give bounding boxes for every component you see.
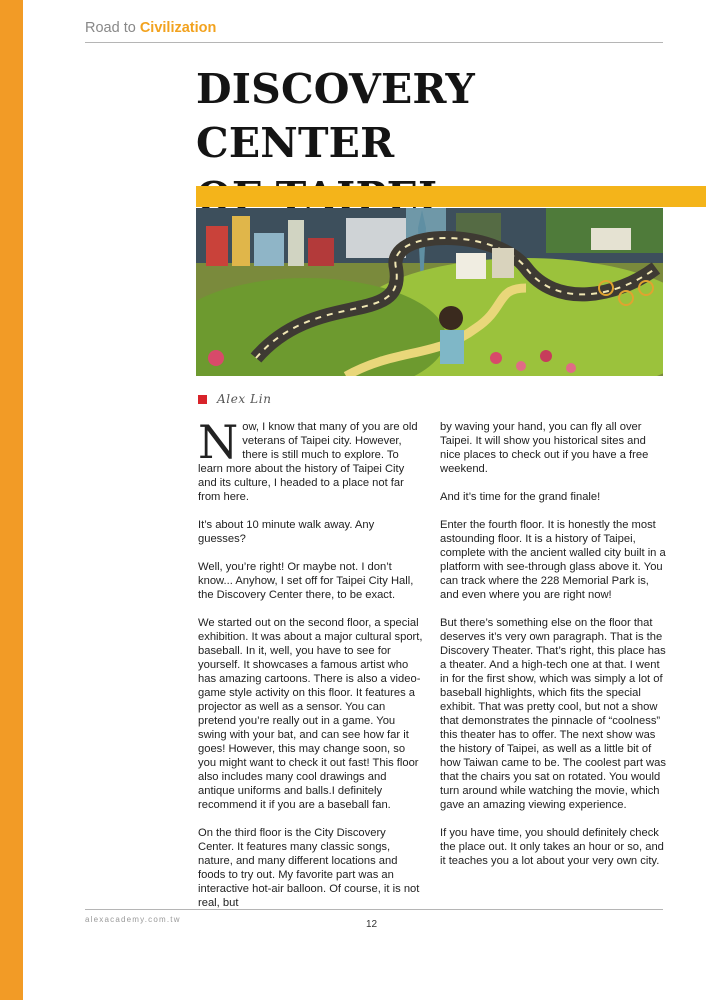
paragraph: Well, you’re right! Or maybe not. I don’t know... Anyhow, I set off for Taipei City Hall, the Discovery Center there, to be exact. <box>198 561 414 601</box>
paragraph: It’s about 10 minute walk away. Any guesses? <box>198 519 375 545</box>
article-column-right <box>440 420 666 882</box>
paragraph-text: ow, I know that many of you are old veterans of Taipei city. However, there is still much to explore. To learn more about the history of Taipei City and its culture, I headed to a place not far from here. <box>198 421 418 503</box>
footer-rule <box>85 909 663 910</box>
byline <box>198 392 272 406</box>
author-name: Alex Lin <box>217 392 272 406</box>
paragraph: But there’s something else on the floor that deserves it’s very own paragraph. That is the Discovery Theater. That’s right, this place has a theater. And a high-tech one at that. I went in for the first show, which was simply a lot of baseball highlights, which fits the special exhibit. That was pretty cool, but not a show that demonstrates the pinnacle of “coolness” this theater has to offer. The next show was the history of Taipei, as well as a little bit of how Taiwan came to be. The coolest part was that the chairs you sat on rotated. You would turn around while watching the movie, which gave an amazing viewing experience. <box>440 617 666 811</box>
paragraph: And it’s time for the grand finale! <box>440 491 601 503</box>
hero-mural-image <box>196 208 663 376</box>
section-accent: Civilization <box>139 20 217 36</box>
byline-marker <box>198 395 207 404</box>
section-header <box>85 20 216 36</box>
article-column-left <box>198 415 424 924</box>
drop-cap: N <box>198 415 239 469</box>
side-stripe <box>0 0 23 1000</box>
footer-website: alexacademy.com.tw <box>85 915 181 924</box>
header-rule <box>85 42 663 43</box>
title-accent-band <box>196 186 706 207</box>
paragraph: Enter the fourth floor. It is honestly the most astounding floor. It is a history of Taipei, complete with the ancient walled city built in a platform with see-through glass above it. You can track where the 228 Memorial Park is, and even where you are right now! <box>440 519 666 601</box>
paragraph: On the third floor is the City Discovery Center. It features many classic songs, nature, and many different locations and foods to try out. My favorite part was an interactive hot-air balloon. Of course, it is not real, but <box>198 827 420 909</box>
section-prefix: Road to <box>85 20 136 36</box>
paragraph: by waving your hand, you can fly all over Taipei. It will show you historical sites and nice places to check out if you have a free weekend. <box>440 421 649 475</box>
paragraph: We started out on the second floor, a special exhibition. It was about a major cultural sport, baseball. In it, well, you have to see for yourself. It showcases a famous artist who has amazing cartoons. There is also a video-game style activity on this floor. It features a projector as well as a sensor. You can pretend you’re really out in a game. You swing with your bat, and can see how far it goes! However, this may change soon, so you might want to check it out fast! This floor also includes many cool drawings and antique uniforms and balls.I definitely recommend it if you are a baseball fan. <box>198 617 423 811</box>
title-line-1: DISCOVERY CENTER <box>196 65 475 167</box>
paragraph: If you have time, you should definitely check the place out. It only takes an hour or so, and it teaches you a lot about your very own city. <box>440 827 664 867</box>
paragraph <box>198 415 424 504</box>
page-number: 12 <box>366 919 378 930</box>
